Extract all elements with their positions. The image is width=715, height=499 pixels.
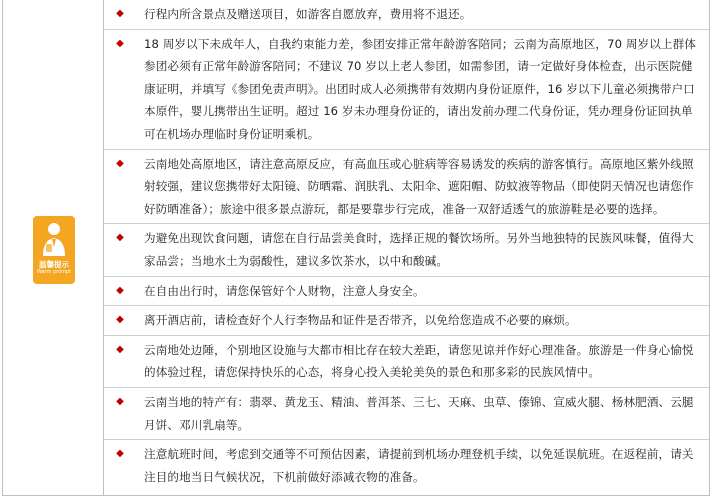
diamond-bullet-icon: ◆ [116, 284, 124, 296]
diamond-bullet-icon: ◆ [116, 157, 124, 169]
list-item [104, 306, 709, 336]
item-text: 云南地处高原地区，请注意高原反应，有高血压或心脏病等容易诱发的疾病的游客慎行。高原地区紫外线照射较强，建议您携带好太阳镜、防晒霜、润肤乳、太阳伞、遮阳帽、防蚊液等物品（即使阴天情况也请您作好防晒准备）；旅途中很多景点游玩，都是要靠步行完成，准备一双舒适透气的旅游鞋是必要的选择。 [144, 156, 694, 216]
diamond-bullet-icon: ◆ [116, 232, 124, 244]
item-text: 为避免出现饮食问题，请您在自行品尝美食时，选择正规的餐饮场所。另外当地独特的民族风味餐，值得大家品尝；当地水土为弱酸性，建议多饮茶水，以中和酸碱。 [144, 231, 694, 268]
list-item [104, 336, 709, 388]
list-item [104, 0, 709, 30]
diamond-bullet-icon: ◆ [116, 37, 124, 49]
diamond-bullet-icon: ◆ [116, 8, 124, 19]
diamond-bullet-icon: ◆ [116, 395, 124, 407]
item-text: 注意航班时间，考虑到交通等不可预估因素，请提前到机场办理登机手续，以免延误航班。在返程前，请关注目的地当日气候状况，下机前做好添减衣物的准备。 [144, 447, 694, 484]
diamond-bullet-icon: ◆ [116, 314, 124, 326]
list-item [104, 388, 709, 440]
item-text: 行程内所含景点及赠送项目，如游客自愿放弃，费用将不退还。 [144, 7, 472, 21]
list-item [104, 277, 709, 307]
list-item [104, 30, 709, 150]
list-item [104, 224, 709, 276]
list-item [104, 150, 709, 225]
list-item [104, 440, 709, 491]
diamond-bullet-icon: ◆ [116, 448, 124, 460]
notice-list [104, 0, 709, 491]
badge-label-en: Warm prompt [36, 269, 72, 275]
item-text: 离开酒店前，请检查好个人行李物品和证件是否带齐，以免给您造成不必要的麻烦。 [144, 313, 577, 328]
badge-label-cn: 温馨提示 [39, 260, 69, 269]
notice-table [2, 0, 710, 496]
badge-cell [3, 0, 104, 495]
item-text: 云南地处边陲，个别地区设施与大都市相比存在较大差距，请您见谅并作好心理准备。旅游是一件身心愉悦的体验过程，请您保持快乐的心态，将身心投入美轮美奂的景色和那多彩的民族风情中。 [144, 342, 694, 380]
item-text: 18 周岁以下未成年人，自我约束能力差，参团安排正常年龄游客陪同；云南为高原地区，70 周岁以上群体参团必须有正常年龄游客陪同；不建议 70 岁以上老人参团，如需参团，请一定做好身体检查，出示医院健康证明，并填写《参团免责声明》。出团时成人必须携带有效期内身份证原件，16 岁以下儿童必须携带户口本原件，婴儿携带出生证明。超过 16 岁未办理身份证的，请出发前办理二代身份证，凭办理身份证回执单可在机场办理临时身份证明乘机。 [144, 36, 697, 141]
item-text: 在自由出行时，请您保管好个人财物，注意人身安全。 [144, 283, 425, 298]
item-text: 云南当地的特产有：翡翠、黄龙玉、精油、普洱茶、三七、天麻、虫草、傣锦、宣威火腿、杨林肥酒、云腿月饼、邓川乳扇等。 [144, 394, 694, 432]
diamond-bullet-icon: ◆ [116, 343, 124, 355]
warm-prompt-badge [33, 216, 75, 284]
person-with-lightbulb-icon [41, 220, 67, 258]
